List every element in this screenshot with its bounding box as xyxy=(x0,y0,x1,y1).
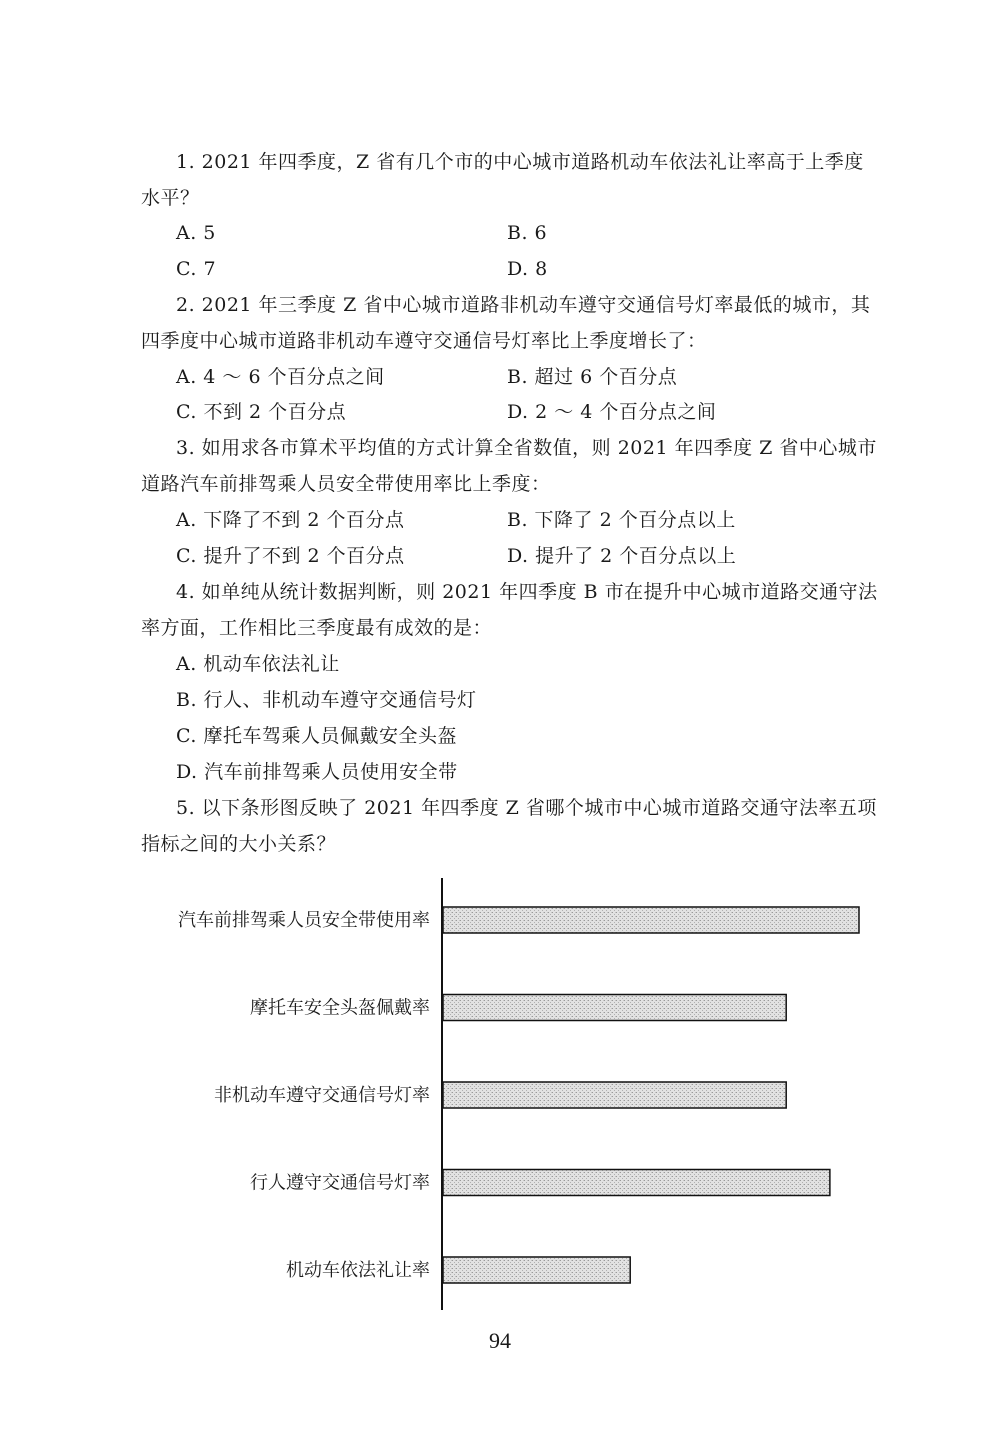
q1-text-line2: 水平？ xyxy=(141,187,200,209)
q4-text-line2: 率方面，工作相比三季度最有成效的是： xyxy=(141,617,493,639)
bar-label-4: 行人遵守交通信号灯率 xyxy=(250,1172,430,1194)
bar-4 xyxy=(443,1170,830,1196)
page-number: 94 xyxy=(489,1328,511,1353)
q4-text-line1: 4. 如单纯从统计数据判断，则 2021 年四季度 B 市在提升中心城市道路交通守法 xyxy=(176,581,878,603)
bar-label-5: 机动车依法礼让率 xyxy=(286,1260,430,1281)
q1-option-a: A. 5 xyxy=(176,222,216,244)
q1-option-c: C. 7 xyxy=(176,258,217,280)
q4-option-a: A. 机动车依法礼让 xyxy=(176,653,340,675)
bar-5 xyxy=(443,1257,630,1283)
q4-option-d: D. 汽车前排驾乘人员使用安全带 xyxy=(176,761,458,783)
q3-option-b: B. 下降了 2 个百分点以上 xyxy=(507,509,736,531)
q1-text-line1: 1. 2021 年四季度，Z 省有几个市的中心城市道路机动车依法礼让率高于上季度 xyxy=(176,151,864,173)
bar-3 xyxy=(443,1082,786,1108)
q4-option-c: C. 摩托车驾乘人员佩戴安全头盔 xyxy=(176,725,457,747)
q5-text-line1: 5. 以下条形图反映了 2021 年四季度 Z 省哪个城市中心城市道路交通守法率五项 xyxy=(176,797,877,819)
bar-2 xyxy=(443,995,786,1021)
bar-label-2: 摩托车安全头盔佩戴率 xyxy=(250,997,430,1019)
q2-text-line1: 2. 2021 年三季度 Z 省中心城市道路非机动车遵守交通信号灯率最低的城市，其 xyxy=(176,294,871,316)
q3-text-line1: 3. 如用求各市算术平均值的方式计算全省数值，则 2021 年四季度 Z 省中心城市 xyxy=(176,437,877,459)
q2-option-b: B. 超过 6 个百分点 xyxy=(507,366,678,388)
q3-option-a: A. 下降了不到 2 个百分点 xyxy=(176,509,405,531)
q3-option-d: D. 提升了 2 个百分点以上 xyxy=(507,545,737,567)
bar-label-3: 非机动车遵守交通信号灯率 xyxy=(214,1085,430,1106)
bar-1 xyxy=(443,907,859,933)
q2-text-line2: 四季度中心城市道路非机动车遵守交通信号灯率比上季度增长了： xyxy=(141,330,707,352)
q1-option-d: D. 8 xyxy=(507,258,548,280)
q2-option-c: C. 不到 2 个百分点 xyxy=(176,401,347,423)
q5-text-line2: 指标之间的大小关系？ xyxy=(141,833,337,855)
q1-option-b: B. 6 xyxy=(507,222,548,244)
q2-option-a: A. 4 ～ 6 个百分点之间 xyxy=(176,366,385,388)
q3-option-c: C. 提升了不到 2 个百分点 xyxy=(176,545,405,567)
q2-option-d: D. 2 ～ 4 个百分点之间 xyxy=(507,401,717,423)
q3-text-line2: 道路汽车前排驾乘人员安全带使用率比上季度： xyxy=(141,473,551,495)
bar-label-1: 汽车前排驾乘人员安全带使用率 xyxy=(178,910,430,931)
q4-option-b: B. 行人、非机动车遵守交通信号灯 xyxy=(176,689,477,711)
